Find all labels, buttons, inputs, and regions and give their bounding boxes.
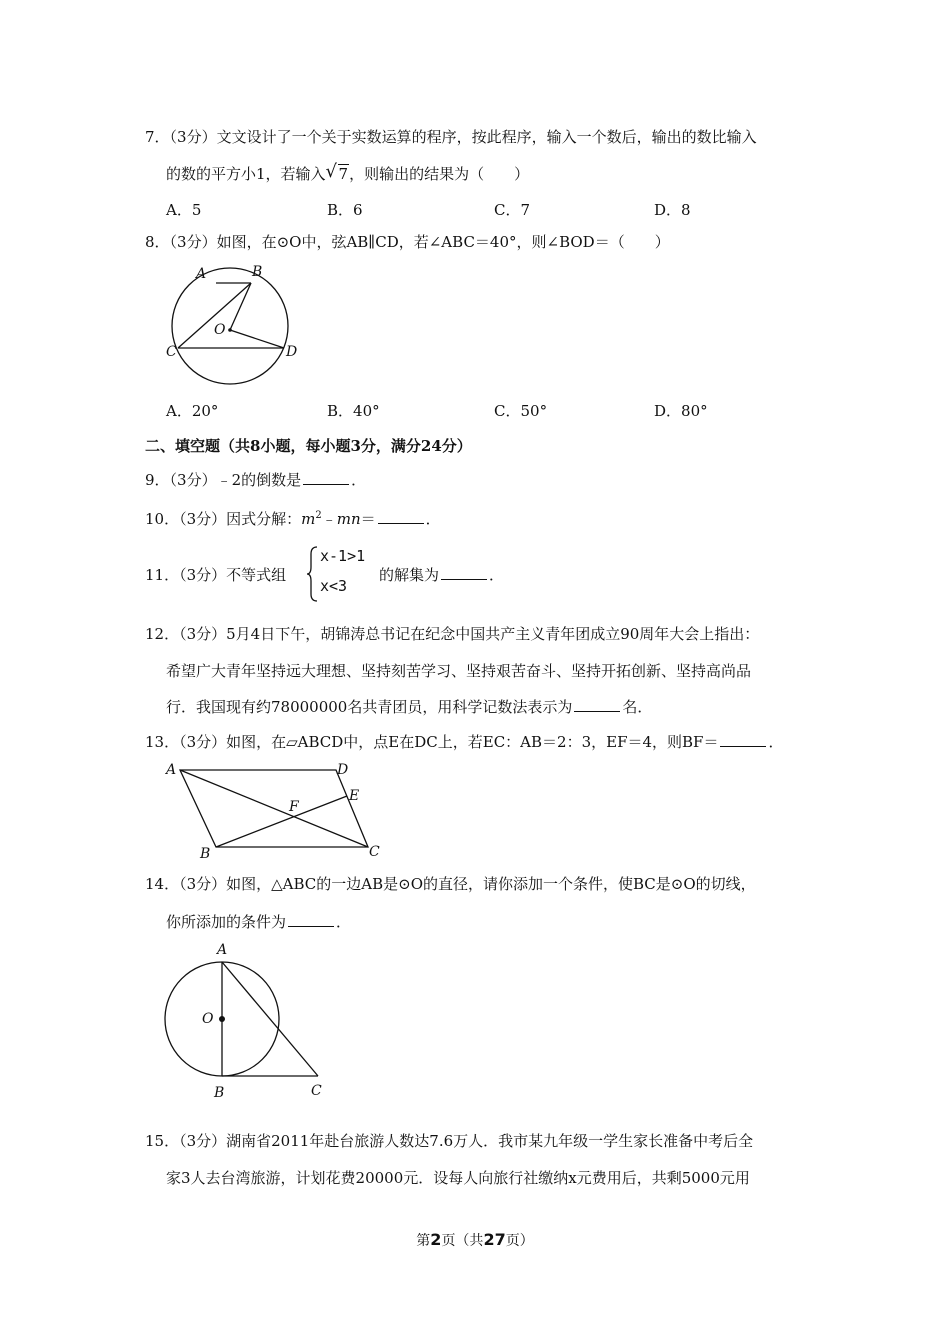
q14-line2 — [166, 912, 351, 932]
q10-mn: mn — [336, 510, 361, 528]
q13-end: ． — [768, 733, 784, 751]
q13-label-b: B — [200, 846, 211, 862]
q13-label-e: E — [349, 788, 360, 804]
q12-text-3: 行．我国现有约78000000名共青团员，用科学记数法表示为 — [166, 698, 573, 716]
footer-post: 页） — [505, 1233, 534, 1249]
q14-blank — [288, 912, 334, 927]
q14-label-a: A — [217, 942, 228, 958]
q8-option-d: D．80° — [654, 402, 708, 420]
q11-blank — [441, 565, 487, 580]
q15-line1: 15．（3分）湖南省2011年赴台旅游人数达7.6万人．我市某九年级一学生家长准备中考后全 — [145, 1132, 754, 1150]
q12-line2: 希望广大青年坚持远大理想、坚持刻苦学习、坚持艰苦奋斗、坚持开拓创新、坚持高尚品 — [166, 662, 752, 680]
q9-line — [145, 470, 366, 490]
q13-label-a: A — [166, 762, 177, 778]
q8-option-c: C．50° — [494, 402, 548, 420]
section2-title: 二、填空题（共8小题，每小题3分，满分24分） — [145, 437, 472, 455]
q8-label-c: C — [166, 344, 177, 360]
q11-post-line — [379, 565, 504, 585]
q8-option-b: B．40° — [327, 402, 380, 420]
q10-text: 10．（3分）因式分解： — [145, 510, 302, 528]
q11-ineq-2: x<3 — [320, 577, 348, 595]
q14-end: ． — [336, 913, 352, 931]
q13-label-d: D — [337, 762, 349, 778]
q11-inequality-system — [306, 545, 378, 603]
q10-end: ． — [425, 510, 441, 528]
q7-number: 7． — [145, 128, 170, 146]
q11-ineq-1: x-1>1 — [320, 547, 366, 565]
footer-page-number: 2 — [430, 1230, 442, 1249]
sqrt-symbol: √ 7 — [325, 161, 349, 183]
left-brace-icon — [306, 545, 320, 603]
q14-label-o: O — [202, 1011, 214, 1027]
q13-label-c: C — [369, 844, 380, 860]
q15-line2: 家3人去台湾旅游，计划花费20000元．设每人向旅行社缴纳x元费用后，共剩5000元用 — [166, 1169, 750, 1187]
q9-end: ． — [351, 471, 367, 489]
page-footer — [0, 1230, 950, 1250]
q14-circle-figure — [160, 940, 340, 1105]
q13-parallelogram-figure — [160, 758, 400, 868]
q10-line — [145, 506, 441, 529]
q7-line2 — [166, 161, 530, 184]
q13-line — [145, 732, 783, 752]
q14-text-2: 你所添加的条件为 — [166, 913, 287, 931]
q7-line1 — [145, 127, 757, 147]
q10-eq: ＝ — [360, 510, 376, 528]
q7-option-c: C．7 — [494, 201, 531, 219]
q13-text: 13．（3分）如图，在▱ABCD中，点E在DC上，若EC：AB＝2：3，EF＝4，则BF＝ — [145, 733, 719, 751]
q7-text-2-pre: 的数的平方小1，若输入 — [166, 165, 326, 183]
q7-text-1: （3分）文文设计了一个关于实数运算的程序，按此程序，输入一个数后，输出的数比输入 — [169, 128, 757, 146]
q12-line1: 12．（3分）5月4日下午，胡锦涛总书记在纪念中国共产主义青年团成立90周年大会上指出： — [145, 625, 760, 643]
q14-label-b: B — [214, 1085, 225, 1101]
q10-blank — [378, 509, 424, 524]
q13-label-f: F — [289, 799, 299, 815]
q8-label-b: B — [252, 264, 263, 280]
q8-label-d: D — [286, 344, 298, 360]
q7-option-d: D．8 — [654, 201, 691, 219]
q10-exponent: 2 — [315, 510, 322, 521]
q8-circle-figure — [160, 260, 310, 395]
q10-minus: ﹣ — [321, 510, 337, 528]
q11-pre: 11．（3分）不等式组 — [145, 566, 287, 584]
q8-text: 8．（3分）如图，在⊙O中，弦AB∥CD，若∠ABC＝40°，则∠BOD＝（ ） — [145, 233, 670, 251]
q11-end: ． — [489, 566, 505, 584]
footer-total-pages: 27 — [483, 1230, 506, 1249]
q10-m: m — [301, 510, 316, 528]
q8-option-a: A．20° — [166, 402, 219, 420]
footer-pre: 第 — [416, 1233, 431, 1249]
q9-blank — [303, 470, 349, 485]
q9-text: 9．（3分）﹣2的倒数是 — [145, 471, 302, 489]
q11-text: 的解集为 — [379, 566, 440, 584]
q13-blank — [720, 732, 766, 747]
q7-option-b: B．6 — [327, 201, 363, 219]
q8-label-o: O — [214, 322, 226, 338]
q7-option-a: A．5 — [166, 201, 202, 219]
q12-blank — [574, 697, 620, 712]
q14-label-c: C — [311, 1083, 322, 1099]
q14-line1: 14．（3分）如图，△ABC的一边AB是⊙O的直径，请你添加一个条件，使BC是⊙O的切线， — [145, 875, 756, 893]
footer-mid: 页（共 — [441, 1233, 484, 1249]
q7-radicand: 7 — [338, 165, 349, 183]
q7-text-2-post: ，则输出的结果为（ ） — [349, 165, 530, 183]
q12-line3 — [166, 697, 652, 717]
q12-end: 名． — [622, 698, 653, 716]
q8-label-a: A — [196, 266, 207, 282]
